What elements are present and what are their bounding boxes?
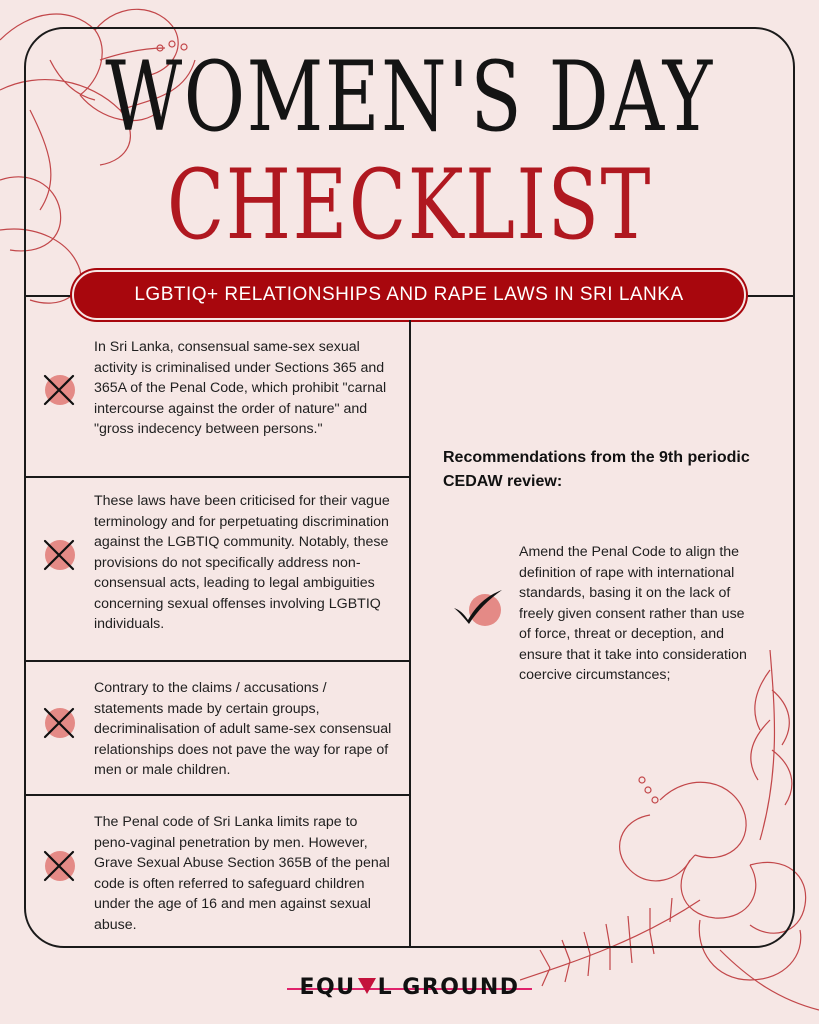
logo-text-part2: L GROUND [377, 975, 520, 1000]
recommendations-heading: Recommendations from the 9th periodic CEDAW review: [443, 449, 750, 490]
cross-icon [41, 372, 77, 408]
equal-ground-logo [0, 975, 819, 1000]
row-divider [24, 660, 411, 662]
checklist-item-text: The Penal code of Sri Lanka limits rape to peno-vaginal penetration by men. However, Grave Sexual Abuse Section 365B of the penal code is often referred to safeguard children under the age of 16 and men against sexual abuse. [94, 814, 390, 933]
checklist-item-text: Contrary to the claims / accusations / statements made by certain groups, decriminalisation of adult same-sex consensual relationships does not pave the way for rape of men or male children. [94, 680, 392, 778]
recommendation-text: Amend the Penal Code to align the definition of rape with international standards, basing it on the lack of freely given consent rather than use of force, threat or deception, and ensure that it take into consideration coercive circumstances; [519, 544, 747, 683]
cross-icon [41, 537, 77, 573]
check-icon [452, 588, 504, 628]
checklist-item-text: These laws have been criticised for their vague terminology and for perpetuating discrimination against the LGBTIQ community. Notably, these provisions do not specifically address non-consensual acts, leading to legal ambiguities concerning sexual offenses involving LGBTIQ individuals. [94, 493, 390, 632]
logo-text-part1: EQU [299, 975, 356, 1000]
row-divider [24, 794, 411, 796]
checklist-item-text: In Sri Lanka, consensual same-sex sexual activity is criminalised under Sections 365 and 365A of the Penal Code, which prohibit "carnal intercourse against the order of nature" and "gross indecency between persons." [94, 339, 387, 437]
banner-text: LGBTIQ+ RELATIONSHIPS AND RAPE LAWS IN SRI LANKA [134, 284, 684, 305]
cross-icon [41, 848, 77, 884]
cross-icon [41, 705, 77, 741]
column-divider [409, 320, 411, 948]
triangle-icon [357, 977, 377, 995]
page-subtitle: CHECKLIST [166, 149, 653, 261]
topic-banner [72, 270, 746, 320]
row-divider [24, 476, 411, 478]
page-title: WOMEN'S DAY [105, 41, 714, 153]
